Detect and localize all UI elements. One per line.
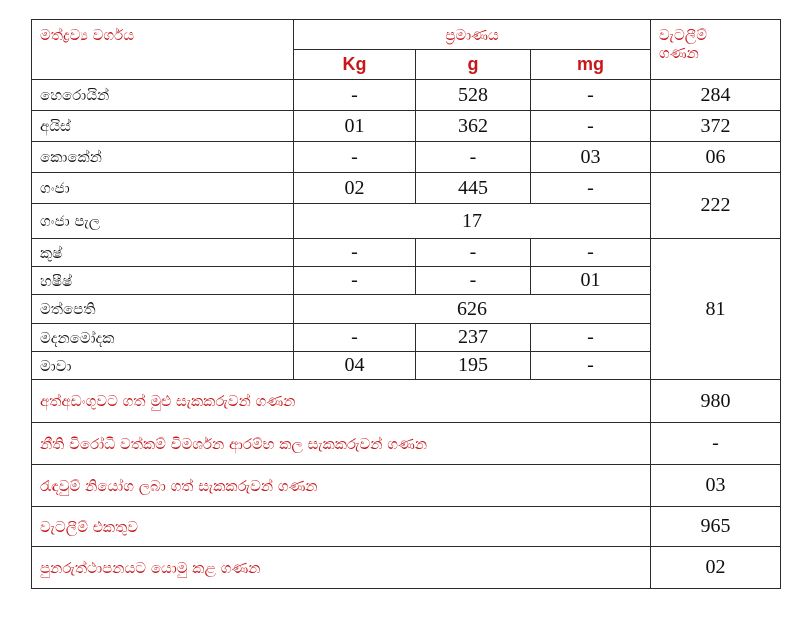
summary-row (32, 465, 781, 507)
qty-g: - (416, 239, 531, 267)
qty-mg: - (531, 173, 651, 204)
seizure-count: 284 (651, 80, 781, 111)
qty-mg: - (531, 111, 651, 142)
qty-g: 362 (416, 111, 531, 142)
drug-name: මාවා (32, 352, 294, 380)
qty-kg: - (294, 80, 416, 111)
seizure-count: 372 (651, 111, 781, 142)
qty-kg: - (294, 267, 416, 295)
table-row (32, 111, 781, 142)
summary-row (32, 423, 781, 465)
qty-mg: 03 (531, 142, 651, 173)
qty-kg: 02 (294, 173, 416, 204)
qty-merged: 17 (294, 204, 651, 239)
qty-merged: 626 (294, 295, 651, 324)
header-drug-type: මත්ද්‍රව්‍ය වර්ගය (32, 20, 294, 80)
summary-value: 02 (651, 547, 781, 589)
drug-name: ගංජා (32, 173, 294, 204)
header-seizure-count-line1: වැටලීම් (659, 26, 708, 44)
qty-kg: - (294, 142, 416, 173)
summary-label: රැඳවුම් නියෝග ලබා ගත් සැකකරුවන් ගණන (32, 465, 651, 507)
qty-mg: - (531, 324, 651, 352)
qty-mg: 01 (531, 267, 651, 295)
summary-row (32, 507, 781, 547)
table-row (32, 142, 781, 173)
header-unit-g: g (416, 50, 531, 80)
table-row (32, 173, 781, 204)
seizure-count: 222 (651, 173, 781, 239)
table-row (32, 80, 781, 111)
summary-label: අත්අඩංගුවට ගත් මුළු සැකකරුවන් ගණන (32, 380, 651, 423)
qty-kg: - (294, 239, 416, 267)
summary-label: නීති විරෝධී වත්කම් විමර්ශන ආරම්භ කල සැකකරුවන් ගණන (32, 423, 651, 465)
drug-name: මත්පෙති (32, 295, 294, 324)
qty-kg: 01 (294, 111, 416, 142)
drug-name: මදනමෝදක (32, 324, 294, 352)
header-unit-kg: Kg (294, 50, 416, 80)
qty-mg: - (531, 239, 651, 267)
qty-mg: - (531, 352, 651, 380)
summary-value: 965 (651, 507, 781, 547)
header-unit-mg: mg (531, 50, 651, 80)
drug-name: කුෂ් (32, 239, 294, 267)
seizure-count: 06 (651, 142, 781, 173)
drug-name: හෙරොයින් (32, 80, 294, 111)
summary-value: 980 (651, 380, 781, 423)
drug-name: ගංජා පැල (32, 204, 294, 239)
qty-g: 528 (416, 80, 531, 111)
summary-label: පුනරුත්ථාපනයට යොමු කළ ගණන (32, 547, 651, 589)
seizure-count: 81 (651, 239, 781, 380)
qty-g: 195 (416, 352, 531, 380)
summary-row (32, 547, 781, 589)
header-seizure-count-line2: ගණන (659, 44, 699, 62)
drug-name: කොකේන් (32, 142, 294, 173)
table-row (32, 239, 781, 267)
drug-seizure-table (31, 19, 781, 589)
qty-mg: - (531, 80, 651, 111)
qty-kg: 04 (294, 352, 416, 380)
summary-label: වැටලීම් එකතුව (32, 507, 651, 547)
summary-value: - (651, 423, 781, 465)
qty-g: - (416, 267, 531, 295)
qty-g: 237 (416, 324, 531, 352)
header-seizure-count (651, 20, 781, 80)
qty-g: - (416, 142, 531, 173)
drug-name: අයිස් (32, 111, 294, 142)
header-quantity: ප්‍රමාණය (294, 20, 651, 50)
summary-row (32, 380, 781, 423)
qty-kg: - (294, 324, 416, 352)
qty-g: 445 (416, 173, 531, 204)
summary-value: 03 (651, 465, 781, 507)
drug-name: හෂීෂ් (32, 267, 294, 295)
